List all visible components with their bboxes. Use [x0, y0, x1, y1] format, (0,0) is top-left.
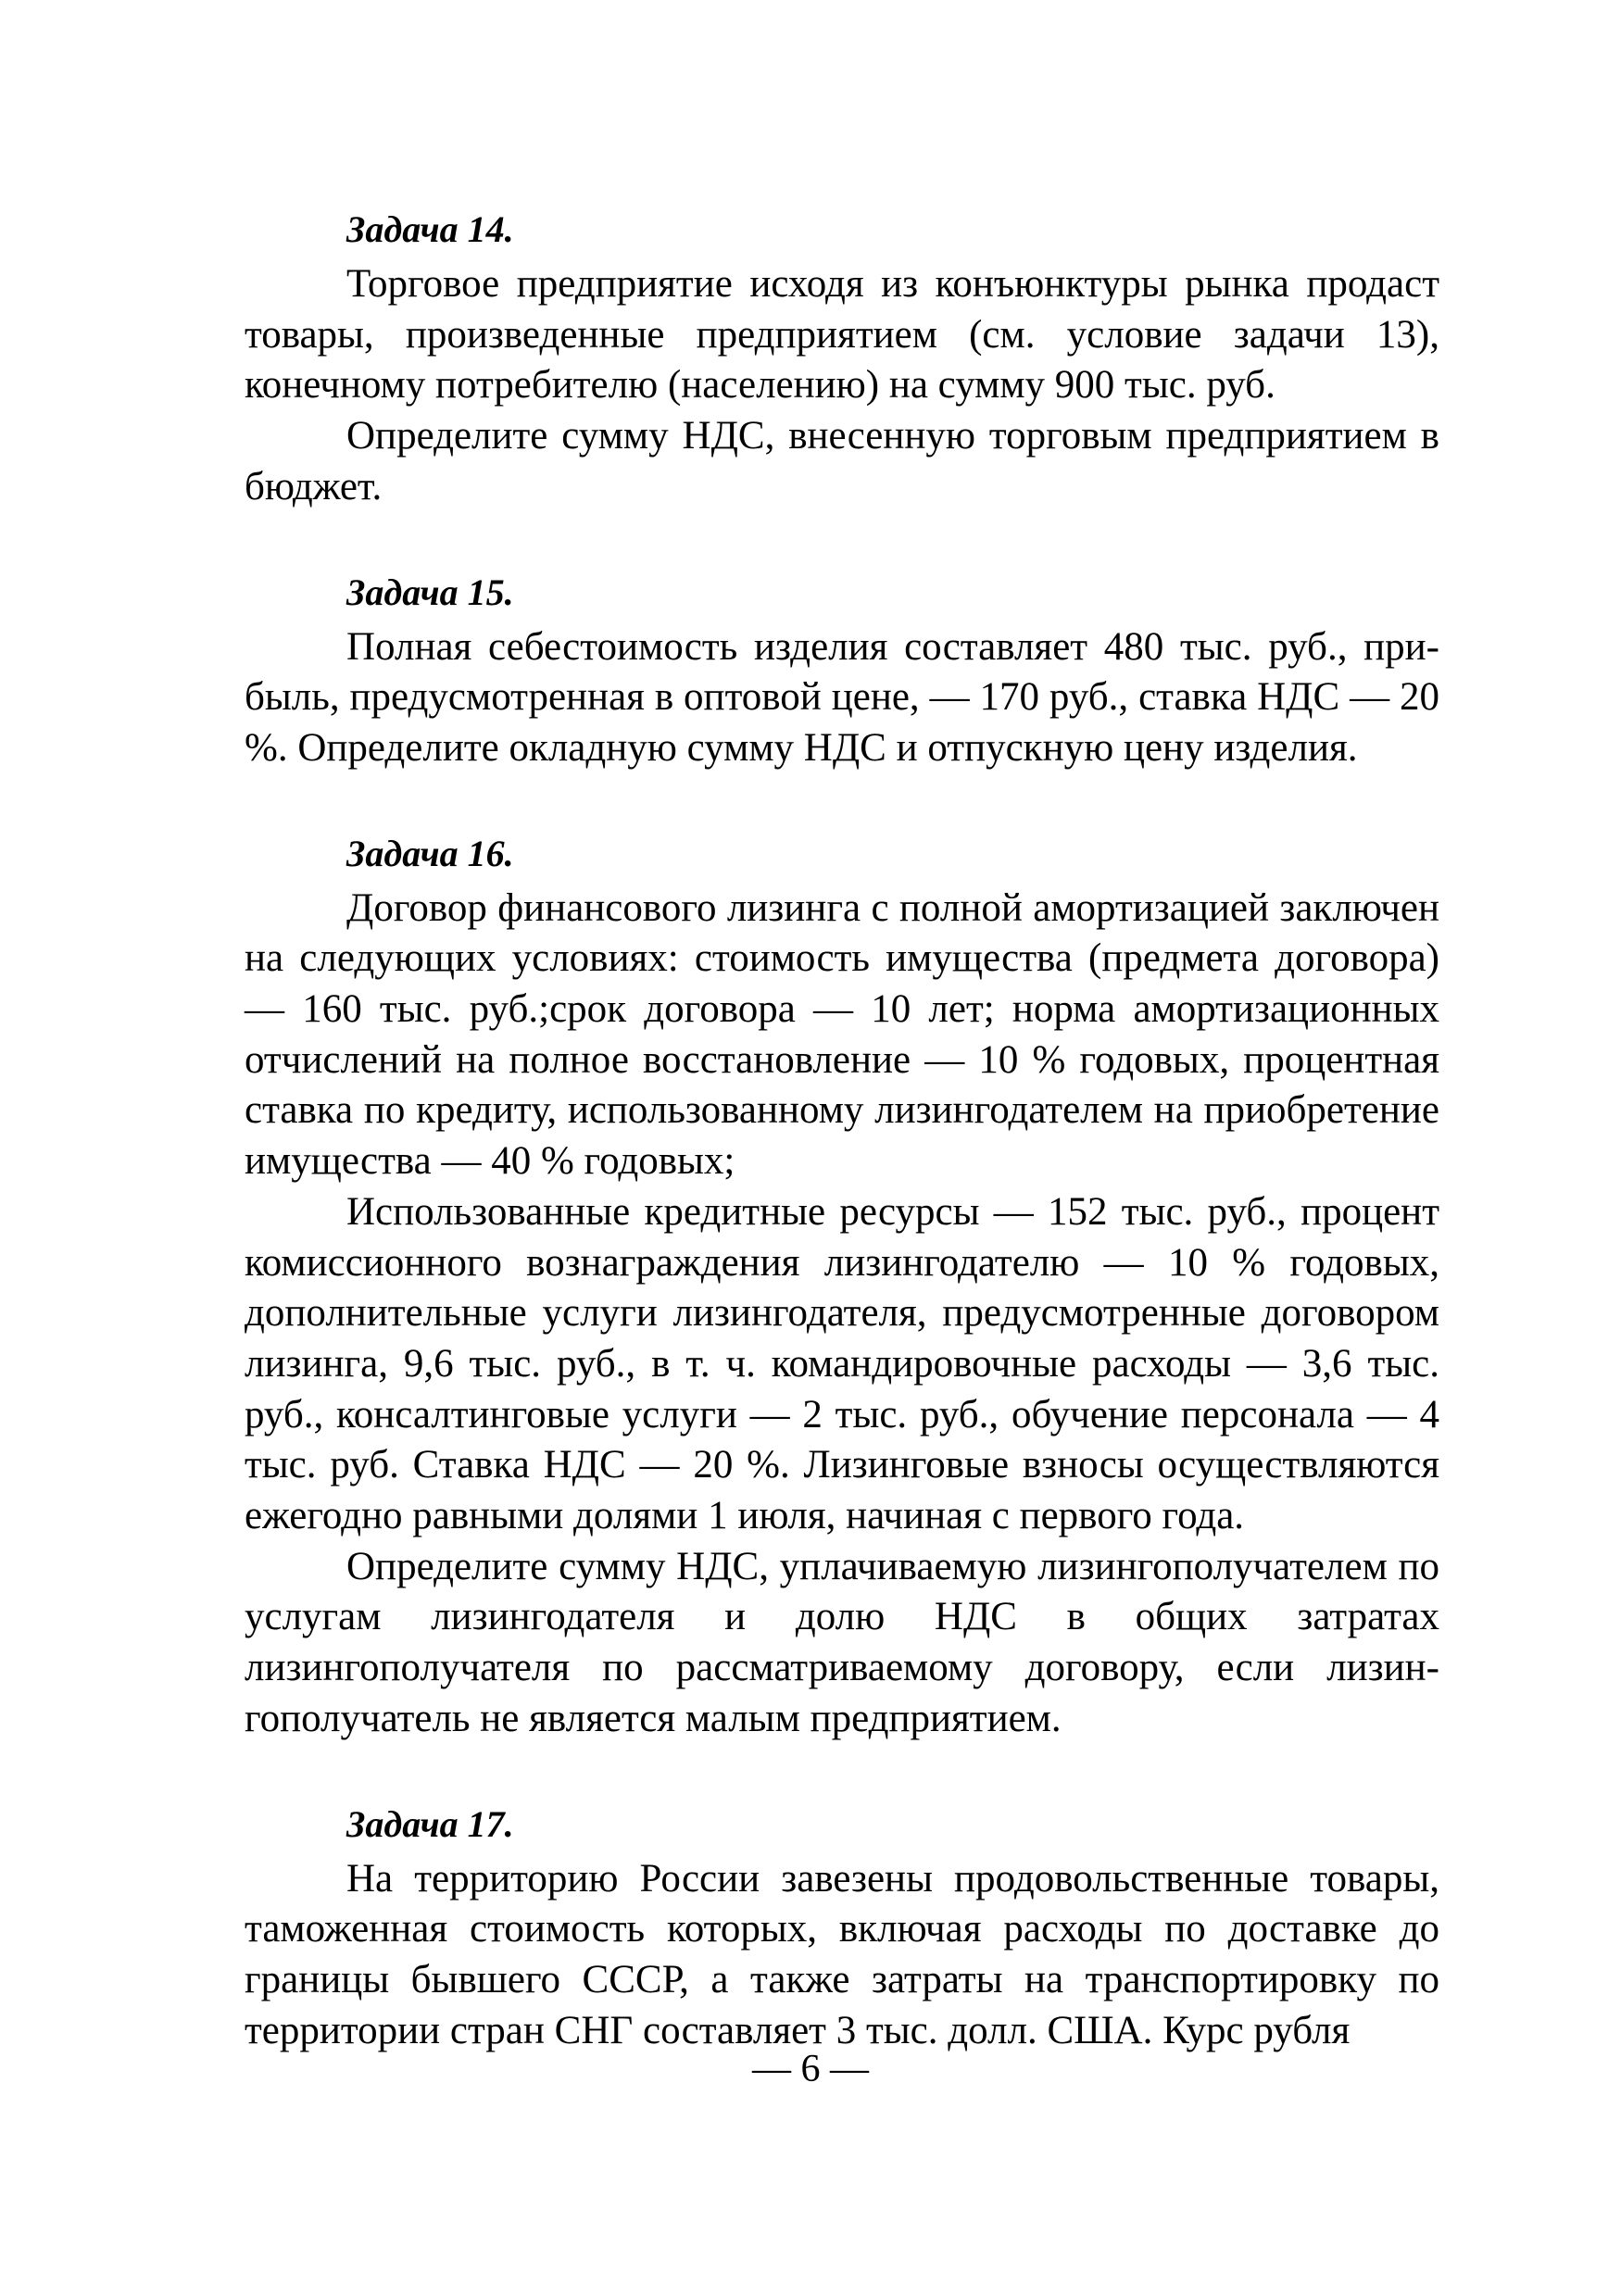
page-number: — 6 — [752, 2048, 869, 2090]
task-heading: Задача 15. [346, 571, 514, 613]
task-heading: Задача 14. [346, 208, 514, 250]
task-paragraph: Полная себестоимость изделия составляет 480 тыс. руб., прибыль, предусмотренная в оптовой цене, — 170 руб., ставка НДС — 20 %. Определите окладную сумму НДС и отпускную цену изделия. [245, 624, 1439, 770]
task-paragraph: Определите сумму НДС, внесенную торговым предприятием в бюджет. [245, 414, 1439, 508]
task-paragraph: Торговое предприятие исходя из конъюнктуры рынка продаст товары, произведенные предприятием (см. условие задачи 13), конечному потребителю (населению) на сумму 900 тыс. руб. [245, 262, 1439, 408]
task-paragraph: Договор финансового лизинга с полной амортизацией заключен на следующих условиях: стоимость имущества (предмета договора) — 160 тыс. руб.;срок договора — 10 лет; норма амортизационных отчислений на полное восстановление — 10 % годовых, процентная ставка по кредиту, использованному лизингодателем на приобретение имущества — 40 % годовых; [245, 885, 1439, 1184]
page-content [245, 204, 1439, 2056]
task-17 [245, 1799, 1439, 2057]
task-15 [245, 567, 1439, 774]
section-spacer [245, 513, 1439, 567]
task-14 [245, 204, 1439, 513]
section-spacer [245, 774, 1439, 828]
task-heading: Задача 16. [346, 832, 514, 874]
section-spacer [245, 1745, 1439, 1799]
task-heading: Задача 17. [346, 1802, 514, 1845]
task-16 [245, 828, 1439, 1745]
task-paragraph: Определите сумму НДС, уплачиваемую лизингополучателем по услугам лизингодателя и долю НДС в общих затратах лизингополучателя по рассматриваемому договору, если лизингополучатель не является малым предприятием. [245, 1544, 1439, 1740]
task-paragraph: На территорию России завезены продовольственные товары, таможенная стоимость которых, включая расходы по доставке до границы бывшего СССР, а также затраты на транспортировку по территории стран СНГ составляет 3 тыс. долл. США. Курс рубля [245, 1856, 1439, 2052]
task-paragraph: Использованные кредитные ресурсы — 152 тыс. руб., процент комиссионного вознаграждения лизингодателю — 10 % годовых, дополнительные услуги лизингодателя, предусмотренные договором лизинга, 9,6 тыс. руб., в т. ч. командировочные расходы — 3,6 тыс. руб., консалтинговые услуги — 2 тыс. руб., обучение персонала — 4 тыс. руб. Ставка НДС — 20 %. Лизинговые взносы осуществляются ежегодно равными долями 1 июля, начиная с первого года. [245, 1189, 1439, 1538]
